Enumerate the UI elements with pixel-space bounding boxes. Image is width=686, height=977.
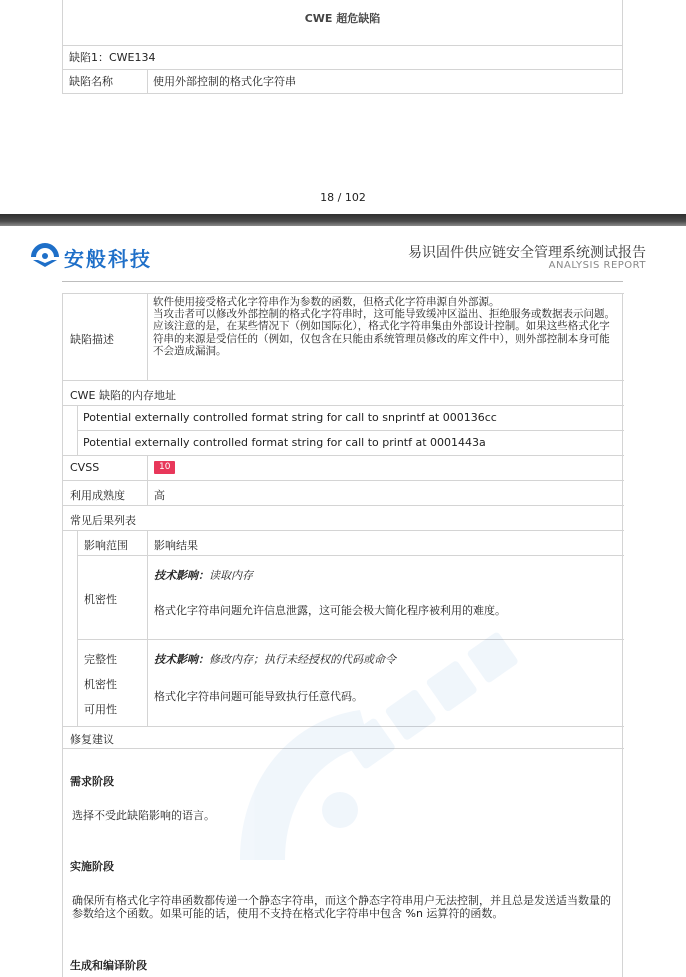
defect-name-value: 使用外部控制的格式化字符串 xyxy=(153,75,296,88)
fix-phase-body: 选择不受此缺陷影响的语言。 xyxy=(72,809,215,822)
consequence-note: 格式化字符串问题允许信息泄露，这可能会极大简化程序被利用的难度。 xyxy=(154,604,506,617)
technical-impact xyxy=(154,567,253,583)
technical-impact xyxy=(154,651,396,667)
maturity-value: 高 xyxy=(154,489,165,502)
impact-text: 读取内存 xyxy=(209,569,253,582)
defect-name-row xyxy=(62,70,623,94)
description-line: 当攻击者可以修改外部控制的格式化字符串时，这可能导致缓冲区溢出、拒绝服务或数据表示问题。 xyxy=(153,308,615,321)
cvss-label: CVSS xyxy=(70,461,100,474)
logo-mark-icon xyxy=(30,241,60,269)
previous-page-fragment xyxy=(0,0,686,214)
maturity-label: 利用成熟度 xyxy=(70,489,125,502)
fix-phase-title: 实施阶段 xyxy=(70,860,114,873)
page-separator xyxy=(0,214,686,226)
description-line: 应该注意的是，在某些情况下（例如国际化），格式化字符串集由外部设计控制。如果这些格式化字符串的来源是受信任的（例如，仅包含在只能由系统管理员修改的库文件中），则外部控制本身可能不会造成漏洞。 xyxy=(153,320,610,357)
defect-detail-table xyxy=(62,293,623,977)
cwe-table-title: CWE 超危缺陷 xyxy=(304,12,381,25)
consequence-scope: 机密性 xyxy=(84,678,117,691)
consequence-scope: 机密性 xyxy=(84,593,117,606)
report-subtitle: ANALYSIS REPORT xyxy=(548,260,646,271)
description-line: 软件使用接受格式化字符串作为参数的函数，但格式化字符串源自外部源。 xyxy=(153,296,500,308)
cvss-score-badge: 10 xyxy=(154,461,175,474)
defect-id-row xyxy=(62,46,623,70)
fix-phase-title: 需求阶段 xyxy=(70,775,114,788)
impact-prefix: 技术影响： xyxy=(154,653,209,666)
description-text xyxy=(153,296,619,357)
result-column-header: 影响结果 xyxy=(154,539,198,552)
company-logo xyxy=(30,240,160,274)
impact-text: 修改内存；执行未经授权的代码或命令 xyxy=(209,653,396,666)
fix-phase-title: 生成和编译阶段 xyxy=(70,959,147,972)
cwe-table-title-row xyxy=(62,0,623,46)
fix-suggestion-label: 修复建议 xyxy=(70,733,114,746)
consequence-note: 格式化字符串问题可能导致执行任意代码。 xyxy=(154,690,363,703)
memory-address-item: Potential externally controlled format string for call to printf at 0001443a xyxy=(83,436,486,449)
consequences-label: 常见后果列表 xyxy=(70,514,136,527)
memory-address-label: CWE 缺陷的内存地址 xyxy=(70,389,177,402)
logo-text: 安般科技 xyxy=(64,247,152,271)
impact-prefix: 技术影响： xyxy=(154,569,209,582)
memory-address-item: Potential externally controlled format string for call to snprintf at 000136cc xyxy=(83,411,497,424)
header-divider xyxy=(62,281,623,282)
description-label: 缺陷描述 xyxy=(70,333,114,346)
defect-name-label: 缺陷名称 xyxy=(69,75,113,88)
report-title: 易识固件供应链安全管理系统测试报告 xyxy=(408,245,646,261)
page-number: 18 / 102 xyxy=(320,191,366,204)
consequence-scope: 完整性 xyxy=(84,653,117,666)
consequence-scope: 可用性 xyxy=(84,703,117,716)
fix-phase-body: 确保所有格式化字符串函数都传递一个静态字符串，而这个静态字符串用户无法控制，并且总是发送适当数量的参数给这个函数。如果可能的话，使用不支持在格式化字符串中包含 %n 运算符的函数。 xyxy=(72,894,611,920)
defect-id-label: 缺陷1：CWE134 xyxy=(69,51,156,64)
scope-column-header: 影响范围 xyxy=(84,539,128,552)
